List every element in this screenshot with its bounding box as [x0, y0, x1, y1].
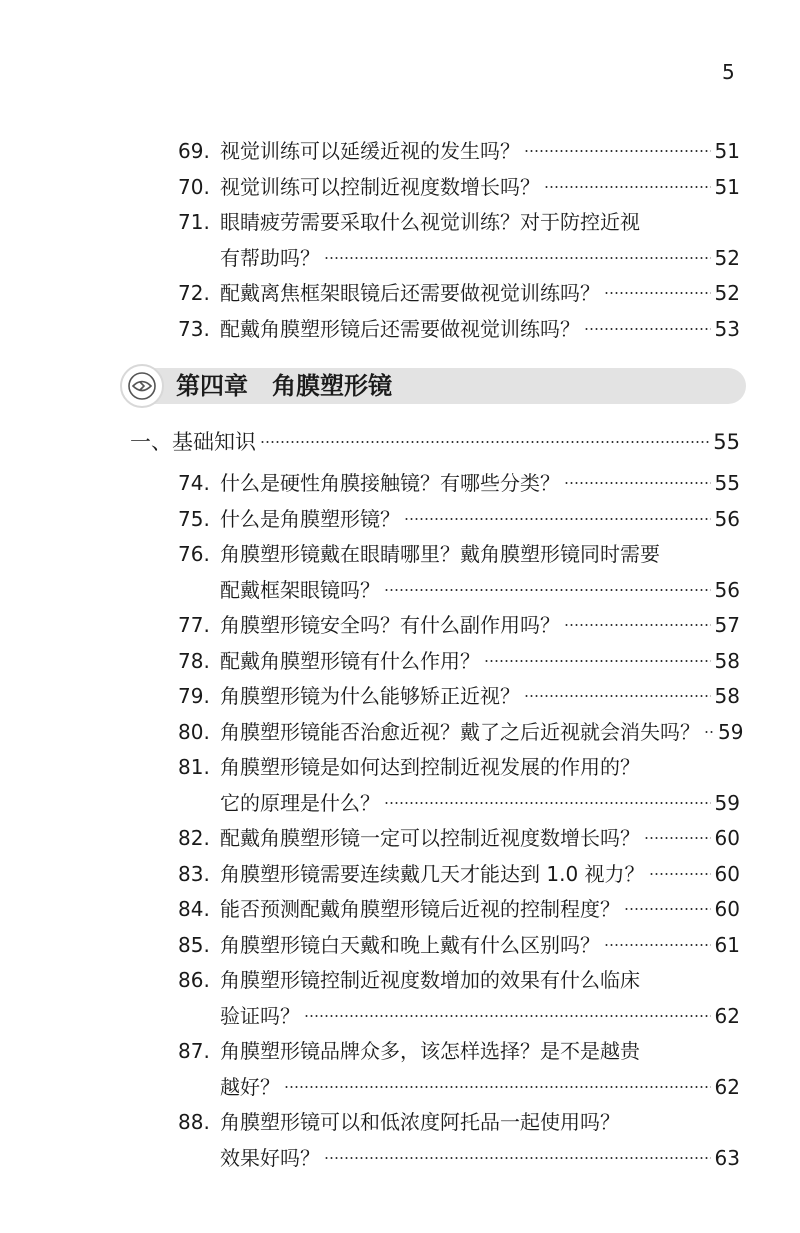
entry-line	[220, 1033, 740, 1069]
entry-title: 什么是角膜塑形镜？	[220, 506, 400, 531]
toc-entry	[178, 962, 740, 998]
entry-page: 62	[714, 1003, 740, 1028]
entry-page: 51	[714, 139, 740, 163]
entry-title: 角膜塑形镜戴在眼睛哪里？戴角膜塑形镜同时需要	[220, 542, 660, 566]
entry-number: 85.	[178, 932, 210, 957]
entry-line	[220, 962, 740, 998]
entry-title: 能否预测配戴角膜塑形镜后近视的控制程度？	[220, 897, 620, 921]
toc-entry-continuation	[220, 1140, 740, 1176]
toc-entry-continuation	[220, 240, 740, 276]
toc-entry-continuation	[220, 998, 740, 1034]
toc-entry	[178, 465, 740, 501]
entry-title: 视觉训练可以控制近视度数增长吗？	[220, 174, 540, 199]
entry-page: 56	[714, 577, 740, 602]
entry-line	[220, 820, 740, 856]
leader-dots	[524, 150, 711, 152]
entry-line	[220, 927, 740, 963]
entry-number: 76.	[178, 542, 210, 566]
entry-title: 角膜塑形镜控制近视度数增加的效果有什么临床	[220, 968, 640, 992]
entry-page: 59	[718, 719, 744, 744]
section-page: 55	[713, 430, 740, 454]
entry-title: 角膜塑形镜可以和低浓度阿托品一起使用吗？	[220, 1110, 620, 1134]
entry-line	[220, 714, 744, 750]
entry-number: 75.	[178, 506, 210, 531]
entry-number: 78.	[178, 648, 210, 673]
entry-page: 60	[714, 897, 740, 921]
entry-line	[220, 311, 740, 347]
entry-title: 角膜塑形镜需要连续戴几天才能达到 1.0 视力？	[220, 861, 645, 886]
entry-line	[220, 465, 740, 501]
eye-in-circle-icon	[120, 364, 164, 408]
section-heading	[130, 424, 740, 460]
entry-page: 52	[714, 245, 740, 270]
entry-title: 角膜塑形镜能否治愈近视？戴了之后近视就会消失吗？	[220, 719, 700, 744]
entry-page: 58	[714, 648, 740, 673]
entry-line	[220, 536, 740, 572]
leader-dots	[564, 624, 711, 626]
entry-title: 眼睛疲劳需要采取什么视觉训练？对于防控近视	[220, 210, 640, 234]
leader-dots	[584, 328, 711, 330]
entry-number: 74.	[178, 471, 210, 495]
entry-title: 配戴角膜塑形镜有什么作用？	[220, 648, 480, 673]
entry-page: 57	[714, 613, 740, 637]
leader-dots	[384, 589, 711, 591]
leader-dots	[704, 731, 714, 733]
chapter-title	[176, 368, 416, 404]
entry-line	[220, 749, 740, 785]
entry-page: 59	[714, 790, 740, 815]
entry-page: 51	[714, 174, 740, 199]
entry-number: 77.	[178, 613, 210, 637]
entry-line	[220, 275, 740, 311]
entry-page: 52	[714, 281, 740, 305]
entry-line	[220, 607, 740, 643]
entry-number: 73.	[178, 316, 210, 341]
leader-dots	[284, 1086, 711, 1088]
entry-title-continued: 效果好吗？	[220, 1145, 320, 1170]
page-number: 5	[722, 60, 735, 84]
entry-page: 61	[714, 932, 740, 957]
entry-title: 配戴角膜塑形镜后还需要做视觉训练吗？	[220, 316, 580, 341]
entry-title: 什么是硬性角膜接触镜？有哪些分类？	[220, 471, 560, 495]
entry-number: 84.	[178, 897, 210, 921]
toc-entry	[178, 607, 740, 643]
toc-entry	[178, 1033, 740, 1069]
leader-dots	[304, 1015, 711, 1017]
toc-entry	[178, 643, 740, 679]
entry-line	[220, 678, 740, 714]
leader-dots	[649, 873, 711, 875]
entry-line	[220, 856, 740, 892]
entry-number: 86.	[178, 968, 210, 992]
entry-number: 83.	[178, 861, 210, 886]
leader-dots	[524, 695, 711, 697]
entry-title: 角膜塑形镜白天戴和晚上戴有什么区别吗？	[220, 932, 600, 957]
toc-entry	[178, 927, 740, 963]
toc-entry-continuation	[220, 1069, 740, 1105]
entry-number: 70.	[178, 174, 210, 199]
entry-line	[220, 169, 740, 205]
entry-page: 55	[714, 471, 740, 495]
toc-entry	[178, 501, 740, 537]
entry-title-continued: 配戴框架眼镜吗？	[220, 577, 380, 602]
leader-dots	[384, 802, 711, 804]
leader-dots	[324, 257, 711, 259]
leader-dots	[260, 441, 709, 443]
entry-number: 87.	[178, 1039, 210, 1063]
entry-page: 60	[714, 861, 740, 886]
leader-dots	[564, 482, 711, 484]
entry-title: 角膜塑形镜为什么能够矫正近视？	[220, 684, 520, 708]
entry-page: 60	[714, 826, 740, 850]
toc-entry	[178, 820, 740, 856]
toc-entry	[178, 749, 740, 785]
entry-number: 88.	[178, 1110, 210, 1134]
chapter-heading	[120, 364, 746, 408]
entry-page: 53	[714, 316, 740, 341]
toc-entry-continuation	[220, 572, 740, 608]
entry-page: 56	[714, 506, 740, 531]
entry-line	[220, 204, 740, 240]
entry-page: 62	[714, 1074, 740, 1099]
entry-line	[220, 1104, 740, 1140]
entry-title: 视觉训练可以延缓近视的发生吗？	[220, 139, 520, 163]
entry-page: 58	[714, 684, 740, 708]
toc-entry	[178, 1104, 740, 1140]
entry-number: 79.	[178, 684, 210, 708]
entry-title: 角膜塑形镜是如何达到控制近视发展的作用的？	[220, 755, 640, 779]
toc-entry	[178, 891, 740, 927]
entry-title: 角膜塑形镜品牌众多，该怎样选择？是不是越贵	[220, 1039, 640, 1063]
toc-entry	[178, 275, 740, 311]
toc-entry-continuation	[220, 785, 740, 821]
toc-entry	[178, 133, 740, 169]
entry-number: 69.	[178, 139, 210, 163]
entry-number: 81.	[178, 755, 210, 779]
entry-title-continued: 验证吗？	[220, 1003, 300, 1028]
entry-title-continued: 有帮助吗？	[220, 245, 320, 270]
entry-title: 配戴离焦框架眼镜后还需要做视觉训练吗？	[220, 281, 600, 305]
toc-entry	[178, 204, 740, 240]
entry-line	[220, 891, 740, 927]
entry-line	[220, 501, 740, 537]
chapter-label: 第四章	[176, 372, 248, 400]
leader-dots	[604, 944, 711, 946]
leader-dots	[484, 660, 711, 662]
entry-line	[220, 643, 740, 679]
entry-title: 角膜塑形镜安全吗？有什么副作用吗？	[220, 613, 560, 637]
entry-number: 80.	[178, 719, 210, 744]
leader-dots	[324, 1157, 711, 1159]
entry-number: 72.	[178, 281, 210, 305]
toc-entry	[178, 169, 740, 205]
entry-page: 63	[714, 1145, 740, 1170]
section-title: 一、基础知识	[130, 430, 256, 454]
toc-entry	[178, 311, 740, 347]
leader-dots	[604, 292, 711, 294]
entry-title: 配戴角膜塑形镜一定可以控制近视度数增长吗？	[220, 826, 640, 850]
leader-dots	[644, 837, 711, 839]
toc-entry	[178, 536, 740, 572]
chapter-name: 角膜塑形镜	[272, 372, 392, 400]
leader-dots	[624, 908, 711, 910]
toc-entry	[178, 856, 740, 892]
leader-dots	[544, 186, 711, 188]
entry-title-continued: 越好？	[220, 1074, 280, 1099]
leader-dots	[404, 518, 711, 520]
entry-line	[220, 133, 740, 169]
toc-entry	[178, 678, 740, 714]
toc-entry	[178, 714, 744, 750]
entry-title-continued: 它的原理是什么？	[220, 790, 380, 815]
entry-number: 82.	[178, 826, 210, 850]
entry-number: 71.	[178, 210, 210, 234]
